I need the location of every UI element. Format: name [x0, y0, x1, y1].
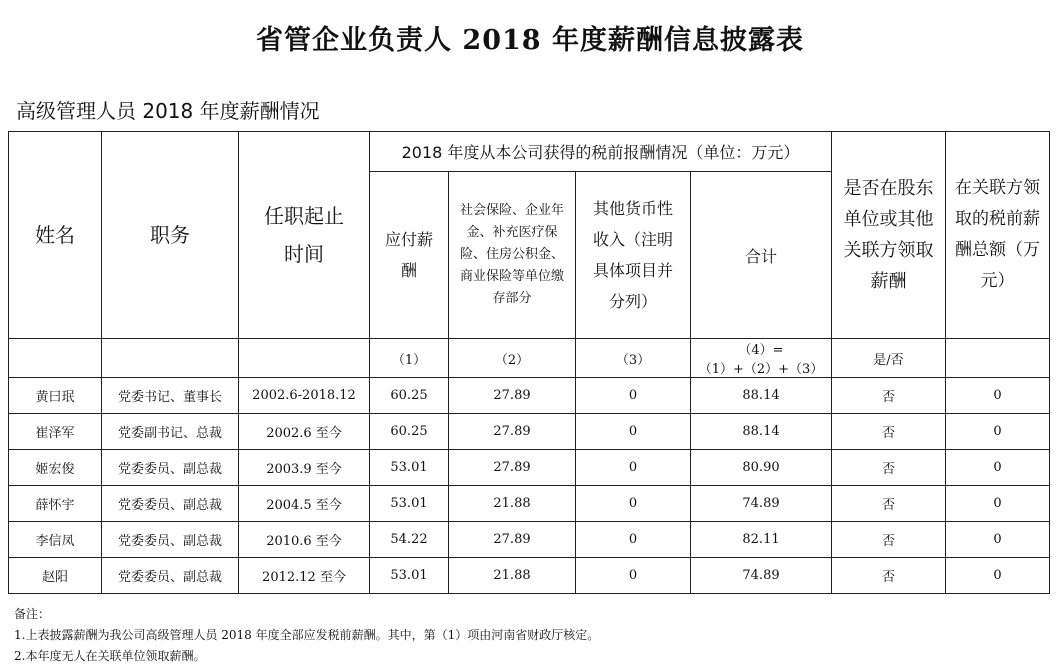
- cell-total: 74.89: [691, 486, 832, 522]
- notes-section: [14, 604, 599, 667]
- cell-name: 黄曰珉: [9, 378, 102, 414]
- cell-shareholder: 否: [832, 378, 946, 414]
- cell-related: 0: [946, 522, 1050, 558]
- table-row: [9, 414, 1050, 450]
- table-row: [9, 558, 1050, 594]
- section-subtitle: 高级管理人员 2018 年度薪酬情况: [16, 99, 320, 123]
- cell-salary: 53.01: [370, 486, 449, 522]
- notes-heading: 备注：: [14, 607, 51, 621]
- table-row: [9, 450, 1050, 486]
- cell-total: 82.11: [691, 522, 832, 558]
- header-shareholder: 是否在股东单位或其他关联方领取薪酬: [832, 132, 946, 339]
- cell-other: 0: [576, 450, 691, 486]
- cell-term: 2012.12 至今: [239, 558, 370, 594]
- cell-total: 80.90: [691, 450, 832, 486]
- cell-position: 党委委员、副总裁: [102, 450, 239, 486]
- index-cell: （4）=（1）+（2）+（3）: [691, 339, 832, 378]
- cell-salary: 53.01: [370, 450, 449, 486]
- cell-term: 2002.6-2018.12: [239, 378, 370, 414]
- header-row-1: [9, 132, 1050, 172]
- cell-name: 姬宏俊: [9, 450, 102, 486]
- header-pretax-group: 2018 年度从本公司获得的税前报酬情况（单位：万元）: [370, 132, 832, 172]
- header-term: 任职起止时间: [239, 132, 370, 339]
- cell-social: 27.89: [449, 414, 576, 450]
- table-row: [9, 378, 1050, 414]
- cell-total: 88.14: [691, 414, 832, 450]
- index-row: [9, 339, 1050, 378]
- cell-other: 0: [576, 414, 691, 450]
- cell-name: 薛怀宇: [9, 486, 102, 522]
- cell-shareholder: 否: [832, 558, 946, 594]
- cell-position: 党委副书记、总裁: [102, 414, 239, 450]
- index-cell: （1）: [370, 339, 449, 378]
- cell-total: 74.89: [691, 558, 832, 594]
- cell-term: 2004.5 至今: [239, 486, 370, 522]
- cell-salary: 54.22: [370, 522, 449, 558]
- cell-term: 2002.6 至今: [239, 414, 370, 450]
- cell-term: 2003.9 至今: [239, 450, 370, 486]
- index-cell: 是/否: [832, 339, 946, 378]
- header-related-total: 在关联方领取的税前薪酬总额（万元）: [946, 132, 1050, 339]
- table-row: [9, 522, 1050, 558]
- cell-related: 0: [946, 486, 1050, 522]
- cell-other: 0: [576, 378, 691, 414]
- cell-shareholder: 否: [832, 522, 946, 558]
- cell-social: 27.89: [449, 450, 576, 486]
- cell-related: 0: [946, 414, 1050, 450]
- cell-salary: 60.25: [370, 414, 449, 450]
- header-total: 合计: [691, 172, 832, 339]
- cell-position: 党委书记、董事长: [102, 378, 239, 414]
- cell-other: 0: [576, 522, 691, 558]
- header-name: 姓名: [9, 132, 102, 339]
- cell-other: 0: [576, 558, 691, 594]
- table-row: [9, 486, 1050, 522]
- cell-social: 27.89: [449, 378, 576, 414]
- salary-table: [8, 131, 1050, 594]
- index-cell: （3）: [576, 339, 691, 378]
- note-line-2: 2.本年度无人在关联单位领取薪酬。: [14, 649, 206, 663]
- cell-salary: 53.01: [370, 558, 449, 594]
- cell-shareholder: 否: [832, 450, 946, 486]
- cell-position: 党委委员、副总裁: [102, 522, 239, 558]
- cell-salary: 60.25: [370, 378, 449, 414]
- header-other-income: 其他货币性收入（注明具体项目并分列）: [576, 172, 691, 339]
- cell-other: 0: [576, 486, 691, 522]
- cell-related: 0: [946, 378, 1050, 414]
- header-social-insurance: 社会保险、企业年金、补充医疗保险、住房公积金、商业保险等单位缴存部分: [449, 172, 576, 339]
- index-cell: （2）: [449, 339, 576, 378]
- cell-position: 党委委员、副总裁: [102, 486, 239, 522]
- cell-related: 0: [946, 450, 1050, 486]
- cell-shareholder: 否: [832, 414, 946, 450]
- cell-related: 0: [946, 558, 1050, 594]
- cell-social: 21.88: [449, 486, 576, 522]
- header-salary-payable: 应付薪酬: [370, 172, 449, 339]
- cell-name: 李信凤: [9, 522, 102, 558]
- cell-name: 赵阳: [9, 558, 102, 594]
- cell-total: 88.14: [691, 378, 832, 414]
- header-position: 职务: [102, 132, 239, 339]
- cell-position: 党委委员、副总裁: [102, 558, 239, 594]
- cell-shareholder: 否: [832, 486, 946, 522]
- note-line-1: 1.上表披露薪酬为我公司高级管理人员 2018 年度全部应发税前薪酬。其中，第（1）项由河南省财政厅核定。: [14, 628, 600, 642]
- cell-name: 崔泽军: [9, 414, 102, 450]
- cell-social: 21.88: [449, 558, 576, 594]
- document-title: 省管企业负责人 2018 年度薪酬信息披露表: [256, 25, 804, 56]
- cell-social: 27.89: [449, 522, 576, 558]
- cell-term: 2010.6 至今: [239, 522, 370, 558]
